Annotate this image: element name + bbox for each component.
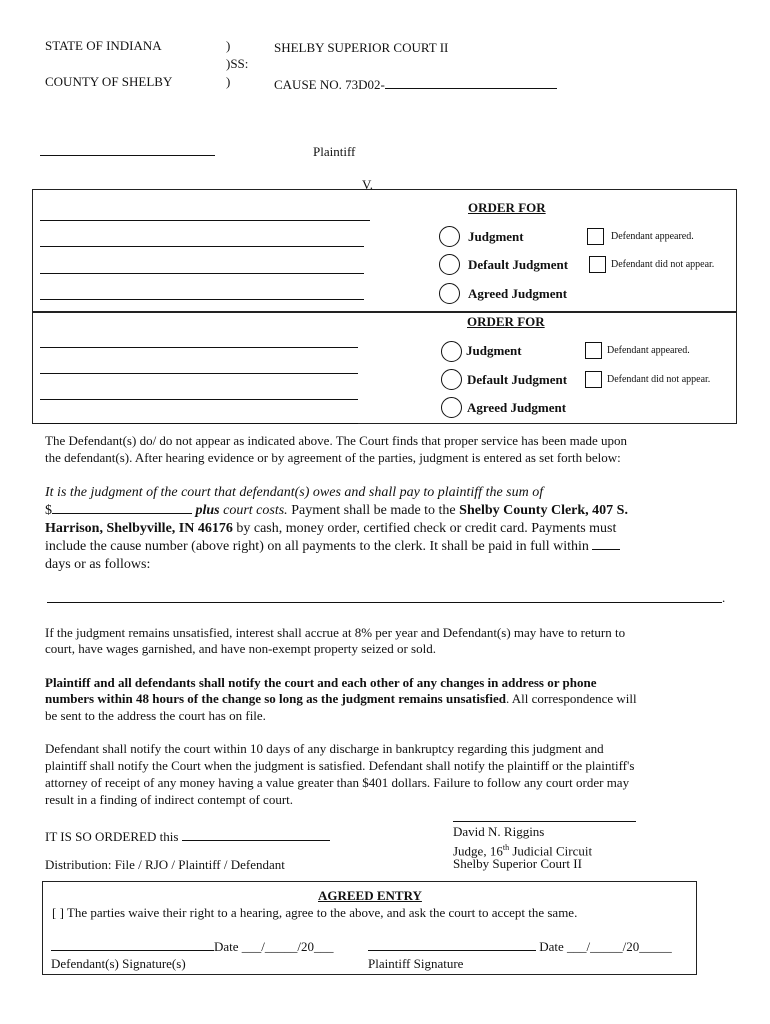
defendant-line[interactable] — [40, 423, 358, 424]
judge-title-sup: th — [502, 843, 510, 852]
plaintiff-date-label[interactable]: Date ___/_____/20_____ — [539, 939, 672, 954]
judge-signature-line[interactable] — [453, 821, 636, 822]
defendant-appeared-checkbox[interactable] — [587, 228, 604, 245]
judge-title-b: Judicial Circuit — [509, 843, 593, 859]
county-label: COUNTY OF SHELBY — [45, 74, 173, 89]
defendant-line[interactable] — [40, 299, 364, 300]
amount-field[interactable] — [52, 513, 192, 514]
bankruptcy-line-3: attorney of receipt of any money having a value greater than $401 dollars. Failure to follow any court order may — [45, 775, 630, 790]
dollar-sign: $ — [45, 503, 52, 518]
plaintiff-signature-date — [368, 939, 672, 955]
state-label: STATE OF INDIANA — [45, 38, 162, 53]
defendant-signature-field[interactable] — [51, 950, 214, 951]
findings-line-1: The Defendant(s) do/ do not appear as indicated above. The Court finds that proper service has been made upon — [45, 433, 628, 448]
paren-ss: )SS: — [226, 56, 249, 71]
defendant-line[interactable] — [40, 373, 358, 374]
waive-checkbox-text[interactable]: [ ] The parties waive their right to a hearing, agree to the above, and ask the court to accept the same. — [52, 905, 578, 920]
agreed-judgment-radio[interactable] — [439, 283, 460, 304]
judgment-radio[interactable] — [439, 226, 460, 247]
order-for-title: ORDER FOR — [468, 200, 546, 215]
interest-line-2: court, have wages garnished, and have non-exempt property seized or sold. — [45, 641, 436, 656]
cause-number-instruction: include the cause number (above right) on all payments to the clerk. It shall be paid in full within — [45, 539, 589, 554]
defendant-date-label[interactable]: Date ___/_____/20___ — [214, 939, 334, 954]
defendant-signature-label: Defendant(s) Signature(s) — [51, 956, 186, 971]
default-judgment-label: Default Judgment — [468, 257, 569, 272]
bankruptcy-line-4: result in a finding of indirect contempt of court. — [45, 792, 294, 807]
agreed-judgment-radio[interactable] — [441, 397, 462, 418]
defendant-appeared-label: Defendant appeared. — [611, 231, 694, 242]
notify-line-1: Plaintiff and all defendants shall notify the court and each other of any changes in address or phone — [45, 675, 597, 690]
plaintiff-name-field[interactable] — [40, 155, 215, 156]
days-field[interactable] — [592, 549, 620, 550]
plaintiff-signature-field[interactable] — [368, 950, 536, 951]
judge-court: Shelby Superior Court II — [453, 856, 582, 871]
judgment-paragraph — [45, 484, 628, 574]
default-judgment-radio[interactable] — [441, 369, 462, 390]
period-mark: . — [722, 590, 726, 605]
judgment-label: Judgment — [466, 343, 522, 358]
judge-title-a: Judge, 16 — [453, 843, 503, 859]
judge-name: David N. Riggins — [453, 824, 545, 839]
order-for-title: ORDER FOR — [467, 314, 545, 329]
paren-3: ) — [226, 74, 231, 89]
defendant-not-appear-checkbox[interactable] — [585, 371, 602, 388]
defendant-line[interactable] — [40, 399, 358, 400]
agreed-judgment-label: Agreed Judgment — [468, 286, 568, 301]
notify-bold-text: numbers within 48 hours of the change so long as the judgment remains unsatisfied — [45, 691, 506, 706]
plaintiff-signature-label: Plaintiff Signature — [368, 956, 464, 971]
defendant-line[interactable] — [40, 246, 364, 247]
notify-line-2 — [45, 691, 637, 707]
order-date-field[interactable] — [182, 840, 330, 841]
agreed-judgment-label: Agreed Judgment — [467, 400, 567, 415]
payment-terms-field[interactable] — [47, 602, 722, 603]
versus-label: V. — [362, 177, 373, 192]
judgment-line-2 — [45, 502, 628, 520]
defendant-not-appear-checkbox[interactable] — [589, 256, 606, 273]
judgment-line-1: It is the judgment of the court that defendant(s) owes and shall pay to plaintiff the sum of — [45, 485, 544, 500]
so-ordered-line — [45, 829, 330, 845]
defendant-line[interactable] — [40, 220, 370, 221]
so-ordered-text: IT IS SO ORDERED this — [45, 829, 179, 844]
defendant-line[interactable] — [40, 347, 358, 348]
plus-label: plus — [195, 503, 220, 518]
judgment-line-3 — [45, 520, 628, 538]
plaintiff-label: Plaintiff — [313, 144, 356, 159]
judgment-radio[interactable] — [441, 341, 462, 362]
defendant-appeared-label: Defendant appeared. — [607, 345, 690, 356]
findings-line-2: the defendant(s). After hearing evidence or by agreement of the parties, judgment is entered as set forth below: — [45, 450, 621, 465]
order-box-1 — [32, 189, 737, 312]
distribution-line: Distribution: File / RJO / Plaintiff / Defendant — [45, 857, 285, 872]
notify-line-3: be sent to the address the court has on file. — [45, 708, 266, 723]
judgment-line-5: days or as follows: — [45, 557, 151, 572]
defendant-not-appear-label: Defendant did not appear. — [611, 259, 715, 270]
payment-method: by cash, money order, certified check or credit card. Payments must — [236, 521, 617, 536]
cause-number-field[interactable] — [385, 88, 557, 89]
bankruptcy-line-1: Defendant shall notify the court within 10 days of any discharge in bankruptcy regarding this judgment and — [45, 741, 604, 756]
default-judgment-radio[interactable] — [439, 254, 460, 275]
cause-prefix: CAUSE NO. 73D02- — [274, 77, 385, 92]
defendant-not-appear-label: Defendant did not appear. — [607, 374, 711, 385]
judgment-label: Judgment — [468, 229, 524, 244]
paren-1: ) — [226, 38, 231, 53]
notify-rest-text: . All correspondence will — [505, 691, 637, 706]
court-costs-label: court costs. — [223, 503, 288, 518]
clerk-name: Shelby County Clerk, 407 S. — [459, 503, 628, 518]
order-box-2 — [32, 312, 737, 424]
defendant-line[interactable] — [40, 273, 364, 274]
defendant-signature-date — [51, 939, 334, 955]
default-judgment-label: Default Judgment — [467, 372, 568, 387]
court-name: SHELBY SUPERIOR COURT II — [274, 40, 449, 55]
clerk-address: Harrison, Shelbyville, IN 46176 — [45, 521, 233, 536]
interest-line-1: If the judgment remains unsatisfied, interest shall accrue at 8% per year and Defendant(s) may have to return to — [45, 625, 626, 640]
agreed-entry-title: AGREED ENTRY — [318, 888, 422, 903]
defendant-appeared-checkbox[interactable] — [585, 342, 602, 359]
payment-text: Payment shall be made to the — [291, 503, 456, 518]
judgment-line-4 — [45, 538, 628, 556]
cause-number-label — [274, 77, 557, 93]
bankruptcy-line-2: plaintiff shall notify the Court when the judgment is satisfied. Defendant shall notify the plaintiff or the plaintiff's — [45, 758, 635, 773]
